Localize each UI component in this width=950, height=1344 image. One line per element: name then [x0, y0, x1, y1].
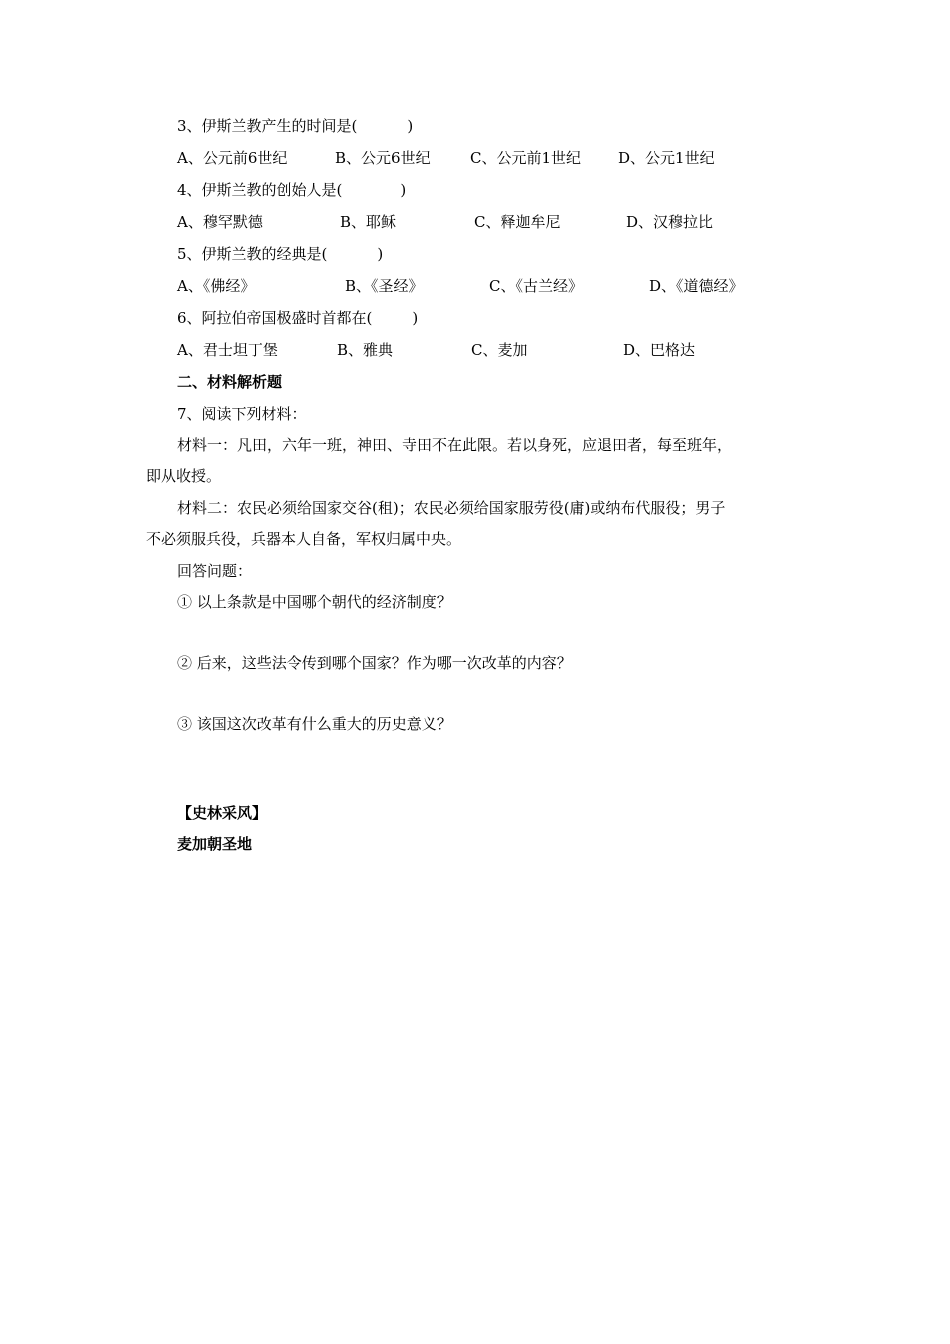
sub-question-1: ① 以上条款是中国哪个朝代的经济制度？ [177, 593, 452, 611]
option-b: B、雅典 [337, 341, 394, 359]
paren-close: ) [377, 245, 384, 263]
option-d: D、汉穆拉比 [626, 213, 714, 231]
option-a: A、《佛经》 [177, 277, 256, 295]
option-c: C、公元前1世纪 [470, 149, 582, 167]
option-a: A、穆罕默德 [177, 213, 263, 231]
material-2-line-1: 材料二：农民必须给国家交谷(租)；农民必须给国家服劳役(庸)或纳布代服役；男子 [177, 499, 726, 517]
option-b: B、《圣经》 [345, 277, 424, 295]
paren-close: ) [407, 117, 414, 135]
option-c: C、《古兰经》 [489, 277, 583, 295]
question-stem-text: 5、伊斯兰教的经典是( [177, 245, 328, 263]
question-5-stem [177, 244, 383, 264]
option-c: C、释迦牟尼 [474, 213, 561, 231]
question-3-stem [177, 116, 413, 136]
option-a: A、公元前6世纪 [177, 149, 288, 167]
question-stem-text: 6、阿拉伯帝国极盛时首都在( [177, 309, 373, 327]
material-2-line-2: 不必须服兵役，兵器本人自备，军权归属中央。 [146, 530, 462, 548]
option-d: D、《道德经》 [649, 277, 744, 295]
option-c: C、麦加 [471, 341, 528, 359]
section-heading: 二、材料解析题 [177, 373, 283, 391]
option-d: D、巴格达 [623, 341, 696, 359]
extra-title: 麦加朝圣地 [177, 835, 253, 853]
paren-close: ) [412, 309, 419, 327]
material-1-line-1: 材料一：凡田，六年一班，神田、寺田不在此限。若以身死，应退田者，每至班年， [177, 436, 733, 454]
option-a: A、君士坦丁堡 [177, 341, 278, 359]
question-7-stem: 7、阅读下列材料： [177, 405, 307, 423]
extra-heading: 【史林采风】 [177, 804, 268, 822]
sub-question-3: ③ 该国这次改革有什么重大的历史意义？ [177, 715, 452, 733]
option-d: D、公元1世纪 [618, 149, 715, 167]
answer-prompt: 回答问题： [177, 562, 253, 580]
option-b: B、公元6世纪 [335, 149, 431, 167]
question-6-stem [177, 308, 418, 328]
question-4-stem [177, 180, 406, 200]
sub-question-2: ② 后来，这些法令传到哪个国家？作为哪一次改革的内容？ [177, 654, 572, 672]
question-stem-text: 4、伊斯兰教的创始人是( [177, 181, 343, 199]
paren-close: ) [400, 181, 407, 199]
question-stem-text: 3、伊斯兰教产生的时间是( [177, 117, 358, 135]
option-b: B、耶稣 [340, 213, 397, 231]
material-1-line-2: 即从收授。 [146, 467, 222, 485]
